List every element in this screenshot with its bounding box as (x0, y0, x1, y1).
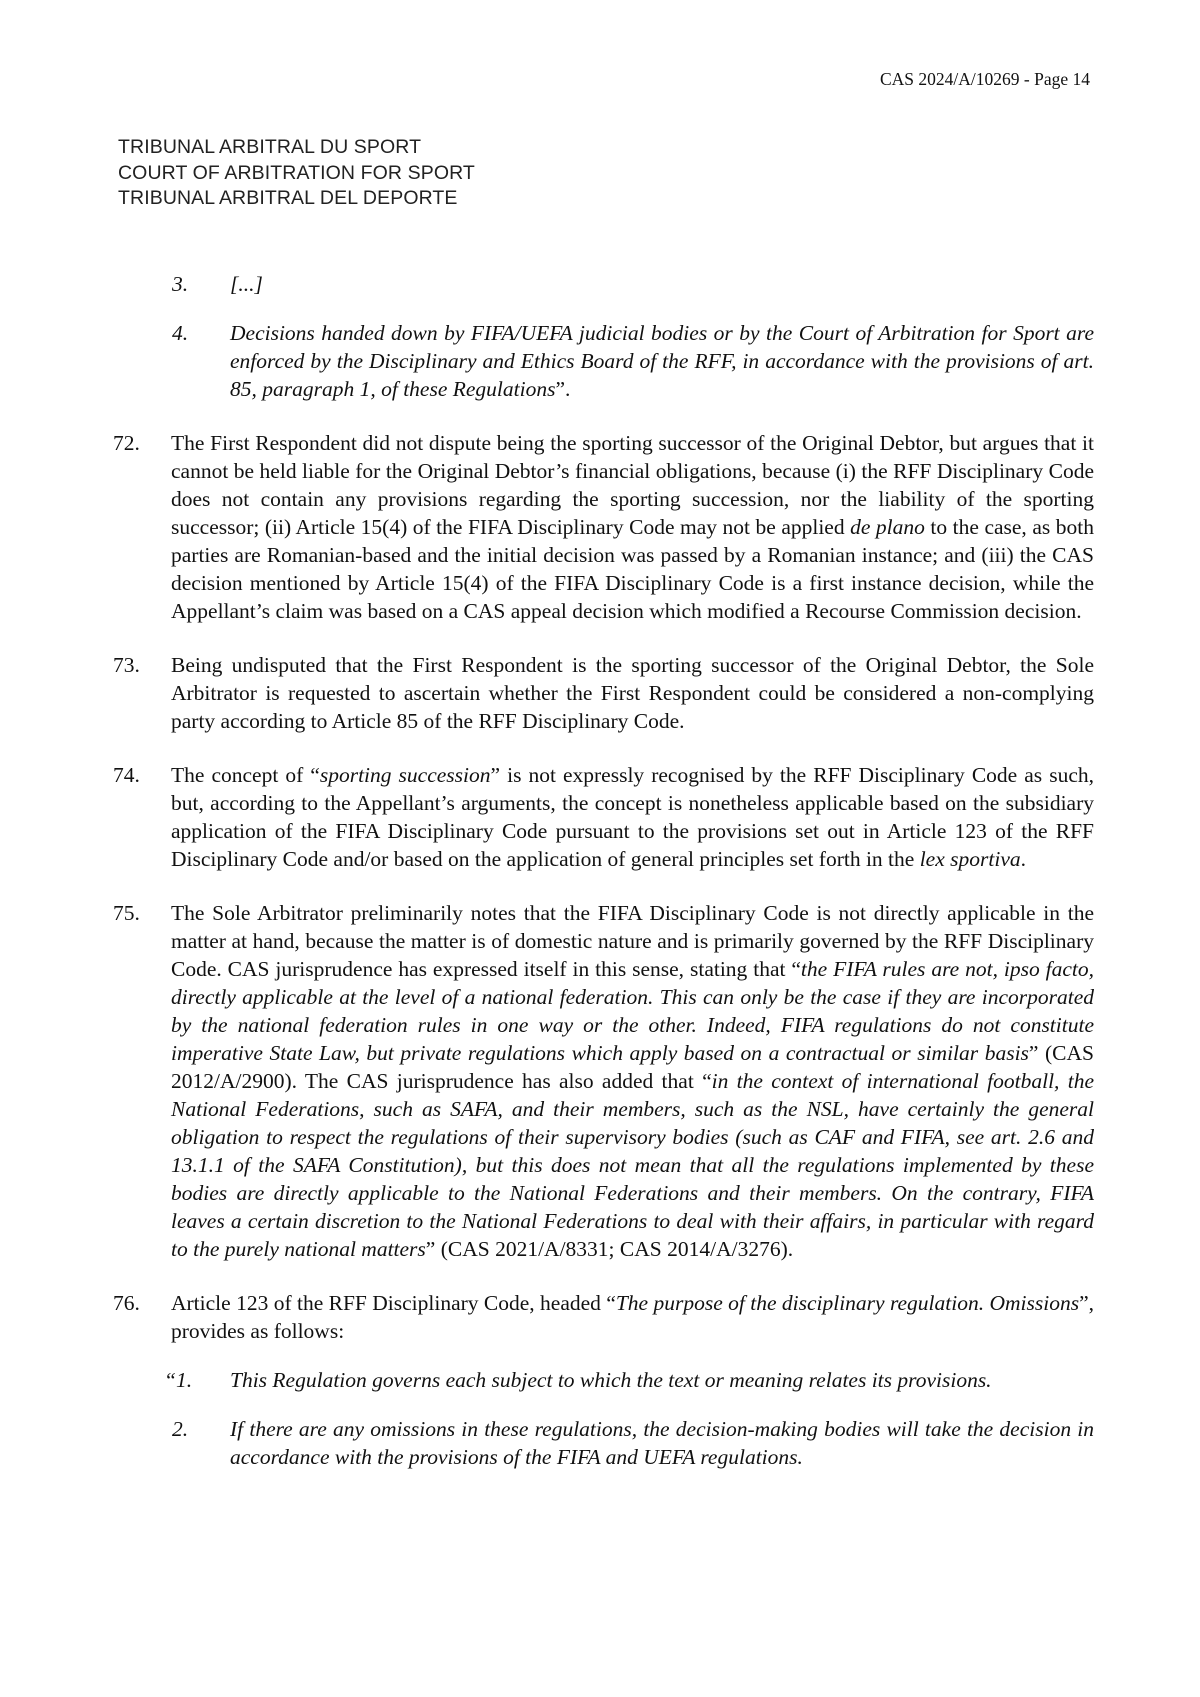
paragraph-number: 76. (113, 1291, 140, 1315)
institution-name-en: COURT OF ARBITRATION FOR SPORT (118, 161, 475, 184)
paragraph-number: 74. (113, 763, 140, 787)
quoted-item-number: 3. (172, 272, 189, 296)
institution-name-fr: TRIBUNAL ARBITRAL DU SPORT (118, 136, 422, 158)
paragraph-number: 73. (113, 653, 140, 677)
paragraph-text: ” (CAS 2012/A/2900). The CAS jurisprudence has also added that “ (171, 1041, 1094, 1093)
paragraph-text: The Sole Arbitrator preliminarily notes that the FIFA Disciplinary Code is not directly applicable in the matter at hand, because the matter is of domestic nature and is primarily governed by the RFF Disciplinary Code. CAS jurisprudence has expressed itself in this sense, stating that “ (171, 901, 1094, 981)
paragraph-text: Being undisputed that the First Respondent is the sporting successor of the Original Debtor, the Sole Arbitrator is requested to ascertain whether the First Respondent could be considered a non-complying party according to Article 85 of the RFF Disciplinary Code. (171, 653, 1094, 733)
quoted-item-number: 2. (172, 1417, 189, 1441)
quoted-jurisprudence: in the context of international football, the National Federations, such as SAFA, and their members, such as the NSL, have certainly the general obligation to respect the regulations of their supervisory bodies (such as CAF and FIFA, see art. 2.6 and 13.1.1 of the SAFA Constitution), but this does not mean that all the regulations implemented by these bodies are directly applicable to the National Federations and their members. On the contrary, FIFA leaves a certain discretion to the National Federations to deal with their affairs, in particular with regard to the purely national matters (171, 1069, 1094, 1261)
paragraph-74 (0, 761, 1200, 873)
paragraph-emphasis: The purpose of the disciplinary regulation. Omissions (615, 1291, 1080, 1315)
quoted-item (0, 1415, 1200, 1471)
paragraph-emphasis: lex sportiva (919, 847, 1021, 871)
quoted-item-number: 4. (172, 321, 189, 345)
paragraph-text: to the case, as both parties are Romanian-based and the initial decision was passed by a Romanian instance; and (iii) the CAS decision mentioned by Article 15(4) of the FIFA Disciplinary Code is a first instance decision, while the Appellant’s claim was based on a CAS appeal decision which modified a Recourse Commission decision. (171, 515, 1094, 623)
paragraph-text: Article 123 of the RFF Disciplinary Code, headed “ (171, 1291, 616, 1315)
quoted-item-text: This Regulation governs each subject to which the text or meaning relates its provisions. (230, 1368, 992, 1392)
document-body (0, 270, 1200, 1471)
quoted-item (0, 319, 1200, 403)
paragraph-text: . (1020, 847, 1026, 871)
quoted-item-text: Decisions handed down by FIFA/UEFA judicial bodies or by the Court of Arbitration for Sport are enforced by the Disciplinary and Ethics Board of the RFF, in accordance with the provisions of art. 85, paragraph 1, of these Regulations (230, 321, 1094, 401)
quoted-item (0, 270, 1200, 298)
paragraph-text: The First Respondent did not dispute being the sporting successor of the Original Debtor, but argues that it cannot be held liable for the Original Debtor’s financial obligations, because (i) the RFF Disciplinary Code does not contain any provisions regarding the sporting succession, nor the liability of the sporting successor; (ii) Article 15(4) of the FIFA Disciplinary Code may not be applied (171, 431, 1094, 539)
paragraph-emphasis: de plano (850, 515, 925, 539)
quoted-jurisprudence: the FIFA rules are not, ipso facto, directly applicable at the level of a national federation. This can only be the case if they are incorporated by the national federation rules in one way or the other. Indeed, FIFA regulations do not constitute imperative State Law, but private regulations which apply based on a contractual or similar basis (171, 957, 1094, 1065)
paragraph-text: ” is not expressly recognised by the RFF Disciplinary Code as such, but, according to the Appellant’s arguments, the concept is nonetheless applicable based on the subsidiary application of the FIFA Disciplinary Code pursuant to the provisions set out in Article 123 of the RFF Disciplinary Code and/or based on the application of general principles set forth in the (171, 763, 1094, 871)
paragraph-number: 72. (113, 431, 140, 455)
paragraph-text: The concept of “ (171, 763, 320, 787)
paragraph-number: 75. (113, 901, 140, 925)
quoted-item (0, 1366, 1200, 1394)
paragraph-emphasis: sporting succession (319, 763, 491, 787)
institution-name-es: TRIBUNAL ARBITRAL DEL DEPORTE (118, 187, 458, 209)
paragraph-text: ” (CAS 2021/A/8331; CAS 2014/A/3276). (425, 1237, 794, 1261)
paragraph-75 (0, 899, 1200, 1263)
quoted-item-text: [...] (230, 272, 263, 296)
paragraph-text: ”, provides as follows: (171, 1291, 1095, 1343)
paragraph-72 (0, 429, 1200, 625)
paragraph-76 (0, 1289, 1200, 1345)
quote-close: ”. (555, 377, 571, 401)
institution-letterhead (118, 135, 475, 212)
paragraph-73 (0, 651, 1200, 735)
quoted-item-number: “1. (164, 1368, 193, 1392)
quoted-item-text: If there are any omissions in these regulations, the decision-making bodies will take the decision in accordance with the provisions of the FIFA and UEFA regulations. (230, 1417, 1094, 1469)
page-reference: CAS 2024/A/10269 - Page 14 (880, 69, 1090, 89)
